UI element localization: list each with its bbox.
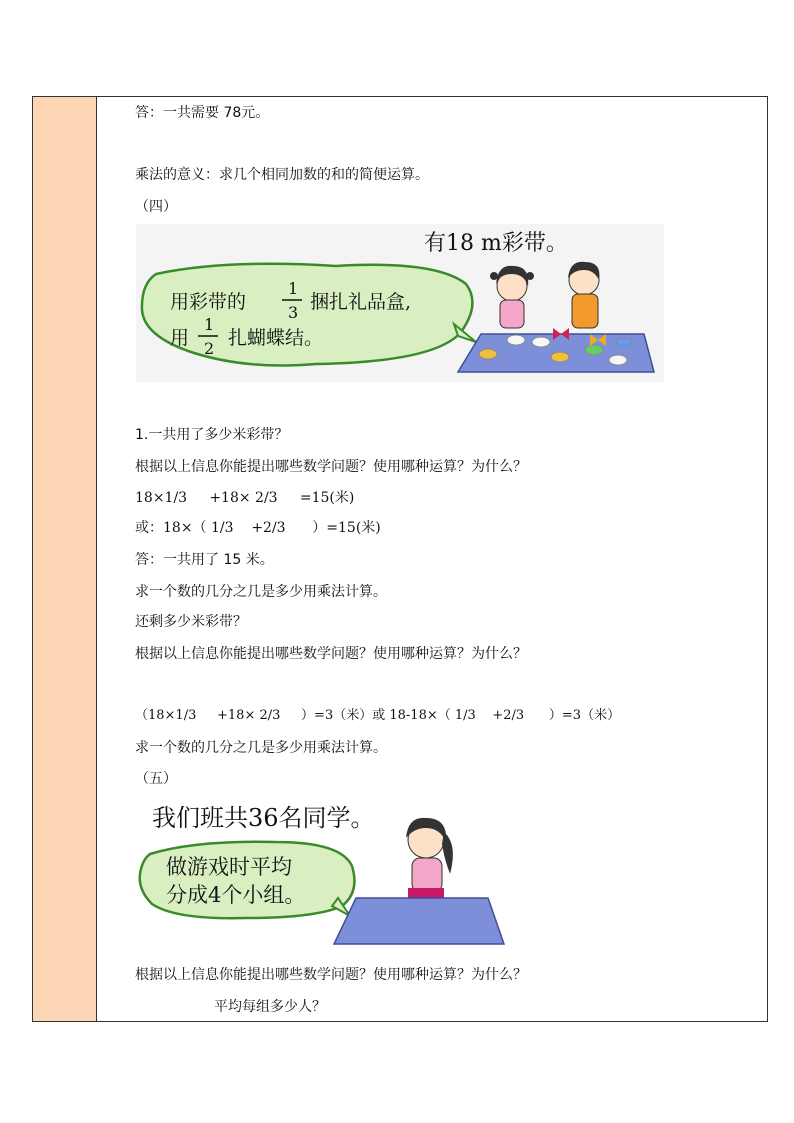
bubble-text-line1a: 用彩带的: [170, 291, 247, 313]
question-per-group: 平均每组多少人？: [214, 999, 326, 1015]
bubble-text-line1b: 捆扎礼品盒,: [310, 291, 412, 313]
left-margin-column: [33, 97, 97, 1021]
question-remaining: 还剩多少米彩带？: [135, 614, 247, 630]
answer-total-cost: 答：一共需要 78元。: [135, 105, 270, 121]
prompt-questions-1: 根据以上信息你能提出哪些数学问题？使用哪种运算？为什么？: [135, 459, 527, 475]
class-heading: 我们班共36名同学。: [152, 804, 375, 832]
prompt-questions-3: 根据以上信息你能提出哪些数学问题？使用哪种运算？为什么？: [135, 967, 527, 983]
table-top: [334, 898, 504, 944]
prompt-questions-2: 根据以上信息你能提出哪些数学问题？使用哪种运算？为什么？: [135, 646, 527, 662]
multiplication-meaning: 乘法的意义：求几个相同加数的和的简便运算。: [135, 167, 429, 183]
fraction-one-third-numerator: 1: [288, 279, 299, 298]
rule-fraction-of-number-1: 求一个数的几分之几是多少用乘法计算。: [135, 584, 387, 600]
bubble-text-line2: 分成4个小组。: [166, 883, 306, 907]
equation-1: 18×1/3 +18× 2/3 =15(米): [135, 490, 355, 506]
fraction-one-third-denominator: 3: [288, 303, 299, 322]
bubble-text-line2b: 扎蝴蝶结。: [228, 327, 324, 349]
bubble-text-line2a: 用: [170, 327, 190, 349]
section-five-label: （五）: [135, 771, 177, 787]
speech-bubble: [142, 264, 472, 366]
rule-fraction-of-number-2: 求一个数的几分之几是多少用乘法计算。: [135, 740, 387, 756]
question-total-used: 1.一共用了多少米彩带？: [135, 427, 289, 443]
fraction-one-half-denominator: 2: [204, 339, 215, 358]
ribbon-problem-illustration: [136, 224, 664, 382]
class-grouping-illustration: [136, 794, 516, 946]
fraction-one-half-numerator: 1: [204, 315, 215, 334]
girl-figure: [406, 818, 453, 898]
equation-2: 或：18×（ 1/3 +2/3 ）=15(米): [135, 520, 381, 536]
equation-remaining: （18×1/3 +18× 2/3 ）=3（米）或 18-18×（ 1/3 +2/3 ）=3（米）: [135, 708, 621, 723]
ribbon-heading: 有18 m彩带。: [424, 231, 568, 256]
bubble-text-line1: 做游戏时平均: [166, 855, 292, 879]
section-four-label: （四）: [135, 199, 177, 215]
answer-total-used: 答：一共用了 15 米。: [135, 552, 274, 568]
